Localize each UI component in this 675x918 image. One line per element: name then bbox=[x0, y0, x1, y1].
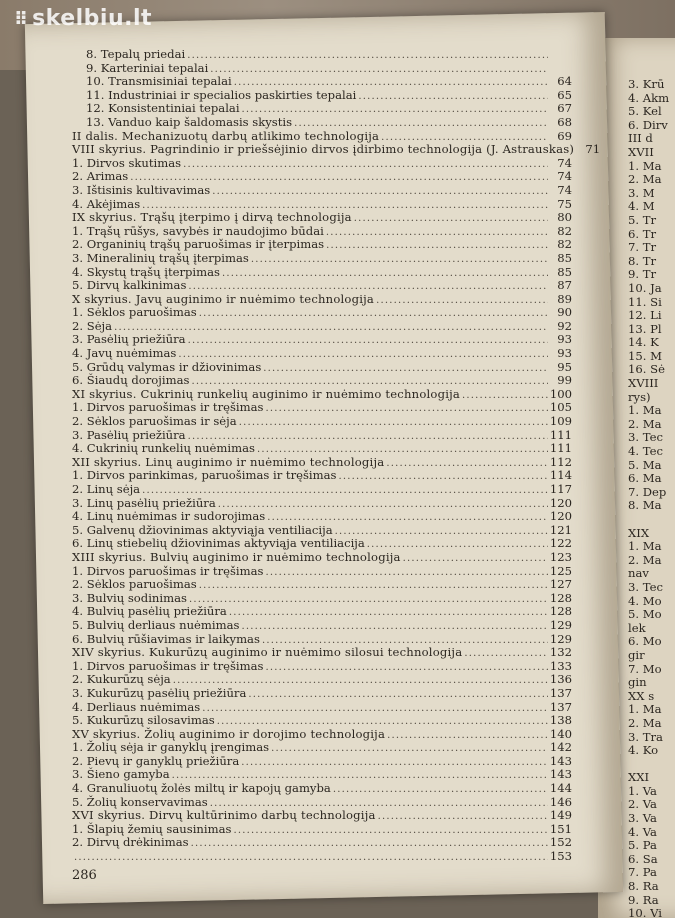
toc-dot-leader bbox=[191, 837, 548, 851]
toc-dot-leader bbox=[222, 267, 548, 281]
right-page-line: 3. Tec bbox=[628, 579, 663, 594]
right-page-line: III d bbox=[628, 131, 653, 146]
toc-entry-row bbox=[72, 415, 572, 429]
right-page-line: 6. Sa bbox=[628, 851, 658, 866]
toc-entry-row bbox=[72, 701, 572, 715]
toc-entry-title: 3. Bulvių sodinimas bbox=[72, 590, 187, 605]
right-page-line: lek bbox=[628, 620, 646, 635]
right-page-line: 1. Ma bbox=[628, 539, 662, 554]
right-page-line: 2. Ma bbox=[628, 416, 662, 431]
toc-entry-title: 3. Mineralinių trąšų įterpimas bbox=[72, 250, 249, 265]
table-of-contents bbox=[72, 47, 601, 864]
toc-page-number: 89 bbox=[557, 291, 572, 306]
toc-page-number: 149 bbox=[549, 808, 572, 823]
right-page-line: 14. K bbox=[628, 335, 659, 350]
toc-entry-title: 4. Derliaus nuėmimas bbox=[72, 699, 201, 714]
toc-page-number: 85 bbox=[557, 264, 572, 279]
toc-page-number: 143 bbox=[549, 767, 572, 782]
right-page-line: 10. Vi bbox=[628, 906, 662, 918]
toc-dot-leader bbox=[263, 362, 548, 376]
right-page-line: 6. Mo bbox=[628, 634, 662, 649]
toc-entry-title: 4. Akėjimas bbox=[72, 196, 141, 211]
toc-entry-row bbox=[72, 537, 572, 551]
right-page-line: 1. Ma bbox=[628, 403, 662, 418]
right-page-line: 5. Tr bbox=[628, 212, 657, 227]
toc-entry-row bbox=[72, 374, 572, 388]
watermark-logo-icon: ⠿ bbox=[14, 9, 27, 30]
right-page-line: 5. Ma bbox=[628, 457, 662, 472]
toc-page-number: 109 bbox=[549, 414, 572, 429]
toc-dot-leader bbox=[378, 810, 548, 824]
watermark-text: skelbiu.lt bbox=[32, 6, 153, 31]
toc-dot-leader bbox=[187, 49, 548, 63]
toc-entry-title: 2. Sėklos paruošimas ir sėja bbox=[72, 414, 237, 429]
toc-entry-title: 1. Šlapių žemių sausinimas bbox=[72, 821, 232, 836]
toc-entry-row bbox=[72, 633, 572, 647]
right-page-line: 9. Tr bbox=[628, 267, 657, 282]
toc-entry-title: 13. Vanduo kaip šaldomasis skystis bbox=[86, 114, 293, 129]
toc-page-number: 151 bbox=[549, 821, 572, 836]
right-page-line: 12. Li bbox=[628, 308, 662, 323]
toc-entry-title: 6. Bulvių rūšiavimas ir laikymas bbox=[72, 631, 260, 646]
toc-dot-leader bbox=[266, 402, 548, 416]
toc-dot-leader bbox=[358, 90, 548, 104]
toc-dot-leader bbox=[464, 647, 548, 661]
toc-entry-row bbox=[72, 768, 572, 782]
toc-entry-title: 1. Žolių sėja ir ganyklų įrengimas bbox=[72, 740, 270, 755]
toc-page-number: 129 bbox=[549, 617, 572, 632]
toc-entry-row bbox=[72, 782, 572, 796]
toc-entry-row bbox=[72, 836, 572, 850]
toc-dot-leader bbox=[403, 552, 548, 566]
toc-entry-title: 3. Linų pasėlių priežiūra bbox=[72, 495, 216, 510]
toc-entry-row bbox=[72, 497, 572, 511]
toc-entry-row bbox=[72, 157, 572, 171]
right-page-line: 8. Ra bbox=[628, 879, 659, 894]
toc-entry-row bbox=[72, 823, 572, 837]
toc-entry-row bbox=[72, 361, 572, 375]
toc-page-number: 123 bbox=[549, 549, 572, 564]
toc-page-number: 71 bbox=[585, 142, 601, 157]
toc-page-number: 111 bbox=[549, 441, 572, 456]
toc-chapter-row bbox=[72, 456, 572, 470]
toc-entry-row bbox=[72, 333, 572, 347]
toc-entry-title: 3. Šieno gamyba bbox=[72, 767, 170, 782]
toc-dot-leader bbox=[229, 606, 548, 620]
right-page-line: XVII bbox=[628, 144, 654, 159]
toc-dot-leader bbox=[335, 525, 548, 539]
toc-entry-title: 3. Ištisinis kultivavimas bbox=[72, 182, 211, 197]
right-page-line: 3. Va bbox=[628, 811, 657, 826]
right-page-line: nav bbox=[628, 566, 649, 581]
right-page-line: 3. Tec bbox=[628, 430, 663, 445]
toc-entry-title: 1. Dirvos skutimas bbox=[72, 155, 182, 170]
toc-entry-title: 2. Linų sėja bbox=[72, 482, 141, 496]
toc-entry-title: 2. Organinių trąšų paruošimas ir įterpimas bbox=[72, 237, 325, 252]
toc-entry-row bbox=[72, 347, 572, 361]
toc-dot-leader bbox=[266, 566, 548, 580]
right-page-line: 6. Ma bbox=[628, 471, 662, 486]
toc-entry-title: 6. Šiaudų dorojimas bbox=[72, 373, 190, 388]
right-page-line bbox=[628, 513, 669, 527]
toc-page-number: 128 bbox=[549, 590, 572, 605]
toc-dot-leader bbox=[339, 470, 548, 484]
toc-page-number: 143 bbox=[549, 753, 572, 768]
toc-chapter-row bbox=[72, 646, 572, 660]
toc-entry-title: XIV skyrius. Kukurūzų auginimo ir nuėmimo silosui technologija bbox=[72, 645, 463, 660]
toc-entry-row bbox=[72, 714, 572, 728]
toc-entry-title: 2. Sėklos paruošimas bbox=[72, 577, 197, 592]
toc-dot-leader bbox=[233, 824, 547, 838]
toc-dot-leader bbox=[386, 457, 547, 471]
toc-page-number: 64 bbox=[557, 74, 572, 89]
toc-entry-row bbox=[72, 687, 572, 701]
toc-chapter-row bbox=[72, 809, 572, 823]
right-page-line: 1. Va bbox=[628, 783, 657, 798]
toc-dot-leader bbox=[189, 593, 548, 607]
right-page-line: 4. Va bbox=[628, 824, 657, 839]
toc-entry-title: IX skyrius. Trąšų įterpimo į dirvą technologija bbox=[72, 210, 352, 225]
toc-entry-title: 1. Trąšų rūšys, savybės ir naudojimo būdai bbox=[72, 223, 324, 238]
toc-dot-leader bbox=[326, 239, 548, 253]
toc-page-number: 152 bbox=[549, 835, 572, 850]
toc-dot-leader bbox=[202, 702, 548, 716]
toc-entry-row bbox=[72, 89, 572, 103]
toc-entry-row bbox=[72, 102, 572, 116]
toc-entry-title: 2. Arimas bbox=[72, 169, 129, 184]
toc-entry-title: 1. Dirvos paruošimas ir tręšimas bbox=[72, 563, 264, 578]
right-page-line: 7. Mo bbox=[628, 661, 662, 676]
toc-entry-row bbox=[72, 524, 572, 538]
toc-entry-row bbox=[72, 184, 572, 198]
toc-dot-leader bbox=[199, 307, 548, 321]
toc-entry-row bbox=[72, 850, 572, 864]
toc-page-number: 133 bbox=[549, 658, 572, 673]
toc-entry-title: XVI skyrius. Dirvų kultūrinimo darbų technologija bbox=[72, 808, 376, 823]
toc-entry-row bbox=[72, 755, 572, 769]
toc-page-number: 129 bbox=[549, 631, 572, 646]
toc-dot-leader bbox=[241, 620, 547, 634]
toc-page-number: 85 bbox=[557, 250, 572, 265]
toc-entry-row bbox=[72, 442, 572, 456]
toc-entry-row bbox=[72, 48, 572, 62]
right-page-line: gin bbox=[628, 675, 647, 690]
toc-entry-title: 4. Javų nuėmimas bbox=[72, 346, 177, 361]
toc-chapter-row bbox=[72, 728, 572, 742]
toc-entry-row bbox=[72, 170, 572, 184]
toc-page-number: 136 bbox=[549, 672, 572, 687]
toc-entry-row bbox=[72, 578, 572, 592]
right-page-line: 2. Ma bbox=[628, 552, 662, 567]
toc-dot-leader bbox=[239, 416, 548, 430]
toc-entry-row bbox=[72, 252, 572, 266]
toc-entry-title: 2. Kukurūzų sėja bbox=[72, 672, 171, 687]
toc-chapter-row bbox=[72, 211, 572, 225]
toc-entry-title: 1. Sėklos paruošimas bbox=[72, 305, 197, 320]
page-number: 286 bbox=[72, 868, 97, 883]
toc-page-number: 82 bbox=[557, 237, 572, 252]
toc-page-number: 132 bbox=[549, 645, 572, 660]
toc-page-number: 65 bbox=[557, 87, 572, 102]
toc-entry-row bbox=[72, 198, 572, 212]
right-page-line: 16. Sė bbox=[628, 362, 665, 377]
right-page-line: 5. Pa bbox=[628, 838, 657, 853]
right-page-line: 7. Dep bbox=[628, 484, 667, 499]
toc-page-number: 92 bbox=[557, 318, 572, 333]
toc-page-number: 82 bbox=[557, 223, 572, 238]
toc-dot-leader bbox=[212, 185, 548, 199]
toc-entry-row bbox=[72, 592, 572, 606]
toc-chapter-row bbox=[72, 130, 572, 144]
toc-dot-leader bbox=[183, 158, 548, 172]
toc-entry-row bbox=[72, 741, 572, 755]
toc-entry-row bbox=[72, 401, 572, 415]
toc-entry-row bbox=[72, 429, 572, 443]
toc-dot-leader bbox=[326, 226, 548, 240]
toc-entry-title: 5. Bulvių derliaus nuėmimas bbox=[72, 617, 240, 632]
toc-chapter-row bbox=[72, 388, 572, 402]
toc-entry-row bbox=[72, 619, 572, 633]
toc-page-number: 68 bbox=[557, 114, 572, 129]
right-page-text bbox=[628, 78, 669, 918]
toc-page-number: 74 bbox=[557, 182, 572, 197]
toc-entry-title: 6. Linų stiebelių džiovinimas aktyviąja ventiliacija bbox=[72, 536, 365, 551]
toc-entry-row bbox=[72, 673, 572, 687]
toc-page-number: 93 bbox=[557, 346, 572, 361]
toc-entry-row bbox=[72, 320, 572, 334]
toc-entry-title: 8. Tepalų priedai bbox=[86, 47, 186, 61]
toc-entry-row bbox=[72, 75, 572, 89]
toc-entry-title: XII skyrius. Linų auginimo ir nuėmimo technologija bbox=[72, 454, 385, 469]
right-page-line: 4. M bbox=[628, 199, 655, 214]
toc-entry-row bbox=[72, 565, 572, 579]
toc-entry-row bbox=[72, 116, 572, 130]
right-page-line: 6. Dirv bbox=[628, 117, 668, 132]
toc-dot-leader bbox=[462, 389, 548, 403]
toc-entry-title: 4. Cukrinių runkelių nuėmimas bbox=[72, 441, 255, 456]
toc-entry-title: 2. Pievų ir ganyklų priežiūra bbox=[72, 753, 240, 768]
toc-entry-row bbox=[72, 660, 572, 674]
toc-entry-title: 4. Granuliuotų žolės miltų ir kapojų gamyba bbox=[72, 781, 331, 796]
right-page-line: 1. Ma bbox=[628, 158, 662, 173]
toc-entry-title: 5. Žolių konservavimas bbox=[72, 794, 208, 809]
toc-entry-row bbox=[72, 62, 572, 76]
toc-entry-title: 2. Dirvų drėkinimas bbox=[72, 835, 189, 850]
right-page-line: 5. Mo bbox=[628, 607, 662, 622]
toc-page-number: 95 bbox=[557, 359, 572, 374]
right-page-line: 4. Mo bbox=[628, 593, 662, 608]
toc-page-number: 112 bbox=[549, 454, 572, 469]
toc-entry-title: 4. Linų nuėmimas ir sudorojimas bbox=[72, 509, 266, 524]
toc-entry-row bbox=[72, 483, 572, 497]
right-page-line: 3. Krū bbox=[628, 77, 665, 91]
right-page-line: 13. Pl bbox=[628, 321, 662, 336]
toc-entry-title: 3. Kukurūzų pasėlių priežiūra bbox=[72, 685, 247, 700]
right-page-line: 4. Akm bbox=[628, 90, 670, 105]
toc-page-number: 120 bbox=[549, 495, 572, 510]
toc-page-number: 93 bbox=[557, 332, 572, 347]
right-page-line: 4. Tec bbox=[628, 444, 663, 459]
toc-entry-title: 4. Bulvių pasėlių priežiūra bbox=[72, 604, 227, 619]
right-page-line: 3. Tra bbox=[628, 729, 663, 744]
right-page-line: 3. M bbox=[628, 185, 655, 200]
toc-entry-row bbox=[72, 796, 572, 810]
right-page-line: 11. Si bbox=[628, 294, 662, 309]
right-page-line: 6. Tr bbox=[628, 226, 657, 241]
toc-entry-row bbox=[72, 605, 572, 619]
toc-entry-row bbox=[72, 238, 572, 252]
toc-page-number: 127 bbox=[549, 577, 572, 592]
toc-dot-leader bbox=[248, 688, 547, 702]
toc-dot-leader bbox=[199, 579, 548, 593]
toc-page-number: 100 bbox=[549, 386, 572, 401]
right-page-line: XX s bbox=[628, 688, 655, 703]
toc-entry-title: 5. Dirvų kalkinimas bbox=[72, 278, 187, 293]
toc-page-number: 75 bbox=[557, 196, 572, 211]
right-page-line: XIX bbox=[628, 525, 650, 540]
toc-entry-title: 12. Konsistentiniai tepalai bbox=[86, 101, 240, 116]
toc-entry-title: VIII skyrius. Pagrindinio ir priešsėjinio dirvos įdirbimo technologija (J. Astrauskas) bbox=[72, 142, 575, 157]
toc-dot-leader bbox=[354, 212, 548, 226]
toc-chapter-row bbox=[72, 551, 572, 565]
toc-dot-leader bbox=[271, 742, 548, 756]
right-page-line: XXI bbox=[628, 770, 650, 785]
right-page-line: 4. Ko bbox=[628, 743, 659, 758]
toc-entry-row bbox=[72, 266, 572, 280]
toc-page-number: 90 bbox=[557, 305, 572, 320]
toc-page-number: 125 bbox=[549, 563, 572, 578]
toc-dot-leader bbox=[251, 253, 548, 267]
toc-entry-title: 1. Dirvos paruošimas ir tręšimas bbox=[72, 658, 264, 673]
toc-page-number: 117 bbox=[549, 482, 572, 496]
toc-page-number: 142 bbox=[549, 740, 572, 755]
toc-entry-row bbox=[72, 279, 572, 293]
toc-entry-row bbox=[72, 510, 572, 524]
toc-entry-title: 9. Karteriniai tepalai bbox=[86, 60, 209, 75]
toc-page-number: 99 bbox=[557, 373, 572, 388]
toc-page-number: 153 bbox=[549, 849, 572, 864]
toc-entry-title: 5. Kukurūzų silosavimas bbox=[72, 713, 215, 728]
right-page-line: 8. Tr bbox=[628, 253, 657, 268]
right-page-line: 8. Ma bbox=[628, 498, 662, 513]
right-page-line: 10. Ja bbox=[628, 280, 662, 295]
toc-entry-title: 3. Pasėlių priežiūra bbox=[72, 332, 186, 347]
toc-dot-leader bbox=[188, 334, 548, 348]
toc-page-number: 111 bbox=[549, 427, 572, 442]
toc-entry-title: II dalis. Mechanizuotų darbų atlikimo technologija bbox=[72, 128, 380, 143]
toc-entry-row bbox=[72, 306, 572, 320]
toc-entry-title: XI skyrius. Cukrinių runkelių auginimo ir nuėmimo technologija bbox=[72, 386, 461, 401]
toc-dot-leader bbox=[210, 63, 548, 77]
toc-page-number: 138 bbox=[549, 713, 572, 728]
toc-page-number: 74 bbox=[557, 155, 572, 170]
toc-dot-leader bbox=[241, 756, 548, 770]
toc-entry-title: XIII skyrius. Bulvių auginimo ir nuėmimo technologija bbox=[72, 549, 401, 564]
toc-entry-title: 1. Dirvos parinkimas, paruošimas ir tręšimas bbox=[72, 468, 337, 483]
toc-page-number: 74 bbox=[557, 169, 572, 184]
toc-dot-leader bbox=[333, 783, 548, 797]
toc-entry-title: 2. Sėja bbox=[72, 318, 113, 333]
right-page-line: 7. Tr bbox=[628, 240, 657, 255]
toc-page-number: 80 bbox=[557, 210, 572, 225]
toc-page-number: 146 bbox=[549, 794, 572, 809]
toc-page-number: 140 bbox=[549, 726, 572, 741]
right-page-line: 15. M bbox=[628, 348, 662, 363]
toc-entry-row bbox=[72, 225, 572, 239]
toc-page-number: 122 bbox=[549, 536, 572, 551]
toc-page-number: 69 bbox=[557, 128, 572, 143]
toc-chapter-row bbox=[72, 293, 572, 307]
toc-entry-title: X skyrius. Javų auginimo ir nuėmimo technologija bbox=[72, 291, 375, 306]
toc-entry-title: 1. Dirvos paruošimas ir tręšimas bbox=[72, 400, 264, 415]
toc-page-number: 121 bbox=[549, 522, 572, 537]
toc-page-number: 105 bbox=[549, 400, 572, 415]
right-page-line: 9. Ra bbox=[628, 892, 659, 907]
toc-page-number: 114 bbox=[549, 468, 572, 483]
right-page-line: gir bbox=[628, 647, 645, 662]
toc-dot-leader bbox=[218, 498, 548, 512]
toc-entry-title: XV skyrius. Žolių auginimo ir dorojimo technologija bbox=[72, 726, 386, 741]
toc-dot-leader bbox=[387, 729, 548, 743]
right-page-line: rys) bbox=[628, 389, 651, 404]
toc-page-number: 67 bbox=[557, 101, 572, 116]
right-page-line: XVIII bbox=[628, 376, 659, 391]
right-page-line: 2. Ma bbox=[628, 172, 662, 187]
toc-entry-title: 5. Galvenų džiovinimas aktyviąja ventiliacija bbox=[72, 522, 333, 537]
toc-entry-title: 11. Industriniai ir specialios paskirties tepalai bbox=[86, 87, 357, 102]
right-page-line: 2. Va bbox=[628, 797, 657, 812]
right-page-line: 5. Kel bbox=[628, 104, 662, 119]
toc-dot-leader bbox=[266, 661, 548, 675]
toc-dot-leader bbox=[376, 294, 548, 308]
toc-page-number: 87 bbox=[557, 278, 572, 293]
right-page-line: 1. Ma bbox=[628, 702, 662, 717]
toc-dot-leader bbox=[74, 851, 548, 865]
toc-page-number: 137 bbox=[549, 685, 572, 700]
right-page-line bbox=[628, 758, 669, 772]
toc-entry-title: 3. Pasėlių priežiūra bbox=[72, 427, 186, 442]
toc-entry-title: 4. Skystų trąšų įterpimas bbox=[72, 264, 220, 279]
watermark bbox=[14, 6, 152, 31]
right-page-line: 2. Ma bbox=[628, 715, 662, 730]
toc-chapter-row bbox=[72, 142, 601, 157]
toc-page-number: 144 bbox=[549, 781, 572, 796]
toc-page-number: 137 bbox=[549, 699, 572, 714]
right-page-line: 7. Pa bbox=[628, 865, 657, 880]
toc-entry-title: 10. Transmisiniai tepalai bbox=[86, 74, 232, 89]
toc-page-number: 128 bbox=[549, 604, 572, 619]
toc-page-number: 120 bbox=[549, 509, 572, 524]
toc-entry-title: 5. Grūdų valymas ir džiovinimas bbox=[72, 359, 262, 374]
toc-entry-row bbox=[72, 469, 572, 483]
